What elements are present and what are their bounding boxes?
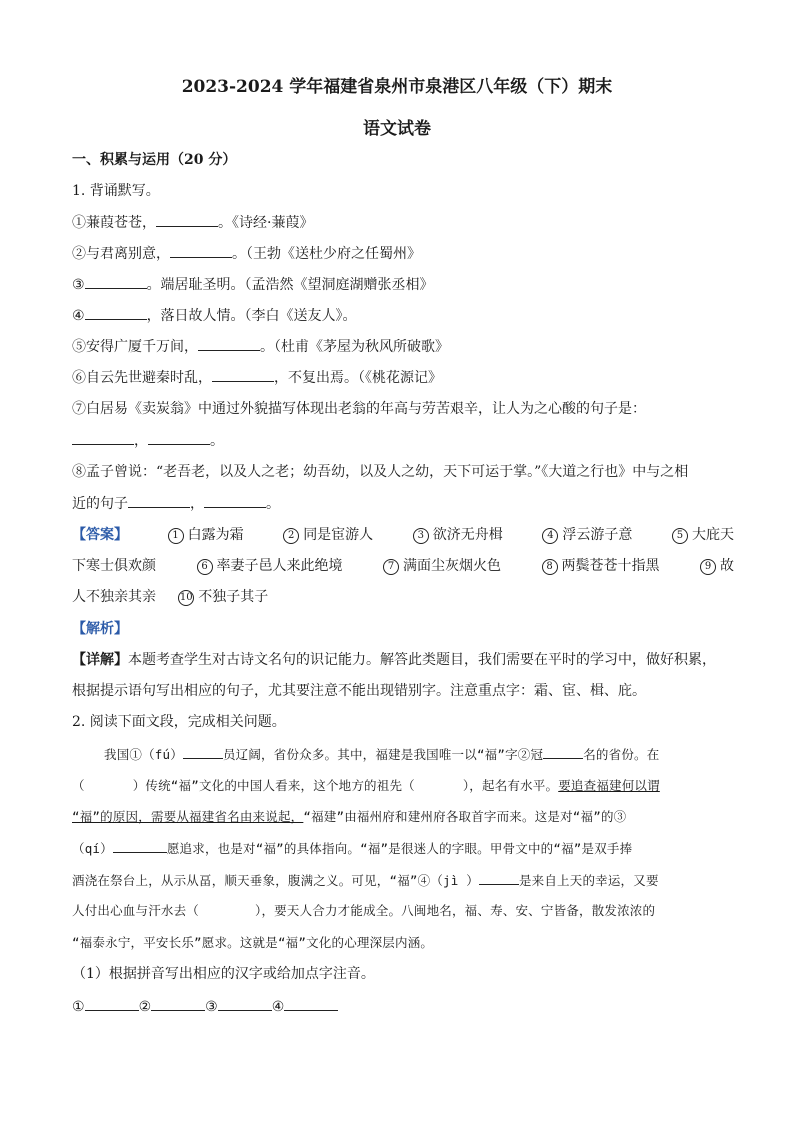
answer-7: 7 满面尘灰烟火色 bbox=[383, 556, 501, 576]
q1-item-7-blanks: ， 。 bbox=[72, 430, 734, 451]
question-2-sub-1: （1）根据拼音写出相应的汉字或给加点字注音。 bbox=[72, 966, 375, 982]
passage-line-4: （qí） 愿追求，也是对“福”的具体指向。“福”是很迷人的字眼。甲骨文中的“福”是双手捧 bbox=[72, 838, 734, 859]
answer-blank[interactable] bbox=[543, 744, 583, 759]
passage-line-7: “福泰永宁，平安长乐”愿求。这就是“福”文化的心理深层内涵。 bbox=[72, 935, 434, 950]
passage-line-5: 酒浇在祭台上，从示从畐，顺天垂象，腹满之义。可见，“福”④（jì ） 是来自上天的幸运，又要 bbox=[72, 870, 734, 891]
answer-10: 10 不独子其子 bbox=[179, 589, 269, 605]
answer-8: 8 两鬓苍苍十指黑 bbox=[542, 556, 660, 576]
answer-blank[interactable] bbox=[183, 744, 223, 759]
answer-line-2: 下寒士俱欢颜 6 率妻子邑人来此绝境 7 满面尘灰烟火色 8 两鬓苍苍十指黑 9 故 bbox=[72, 558, 734, 574]
answer-blank[interactable] bbox=[156, 212, 218, 227]
question-2-stem: 2. 阅读下面文段，完成相关问题。 bbox=[72, 714, 286, 730]
answer-blank[interactable] bbox=[85, 305, 147, 320]
answer-line-3: 人不独亲其亲 10 不独子其子 bbox=[72, 589, 269, 605]
q1-item-5: ⑤安得广厦千万间， 。（杜甫《茅屋为秋风所破歌》 bbox=[72, 336, 734, 357]
question-1-stem: 1. 背诵默写。 bbox=[72, 183, 160, 199]
q1-item-1: ①蒹葭苍苍， 。《诗经·蒹葭》 bbox=[72, 212, 734, 233]
analysis-label: 【解析】 bbox=[72, 621, 128, 637]
page-title: 2023-2024 学年福建省泉州市泉港区八年级（下）期末 bbox=[181, 77, 613, 97]
q1-item-4: ④ ，落日故人情。（李白《送友人》。 bbox=[72, 305, 734, 326]
page-subtitle: 语文试卷 bbox=[363, 119, 431, 139]
analysis-line-1: 【详解】本题考查学生对古诗文名句的识记能力。解答此类题目，我们需要在平时的学习中，做好积累， bbox=[72, 652, 716, 668]
answer-blank[interactable] bbox=[128, 493, 190, 508]
answer-5: 5 大庇天 bbox=[672, 525, 734, 545]
answer-blank[interactable] bbox=[85, 996, 139, 1011]
answer-blank[interactable] bbox=[212, 367, 274, 382]
passage-line-6: 人付出心血与汗水去（ ），要天人合力才能成全。八闽地名，福、寿、安、宁皆备，散发浓浓的 bbox=[72, 903, 656, 918]
analysis-line-2: 根据提示语句写出相应的句子，尤其要注意不能出现错别字。注意重点字：霜、宦、楫、庇。 bbox=[72, 683, 646, 699]
q1-item-6: ⑥自云先世避秦时乱， ，不复出焉。（《桃花源记》 bbox=[72, 367, 734, 388]
passage-line-3: “福”的原因，需要从福建省名由来说起，“福建”由福州府和建州府各取首字而来。这是对“福”的③ bbox=[72, 809, 627, 824]
question-2-sub-1-blanks: ① ② ③ ④ bbox=[72, 996, 734, 1017]
answer-blank[interactable] bbox=[479, 870, 519, 885]
q1-item-8: ⑧孟子曾说：“老吾老，以及人之老；幼吾幼，以及人之幼，天下可运于掌。”《大道之行也》中与之相 bbox=[72, 464, 689, 480]
answer-3: 3 欲济无舟楫 bbox=[413, 525, 503, 545]
answer-2: 2 同是宦游人 bbox=[283, 525, 373, 545]
answer-line-1 bbox=[72, 525, 734, 545]
passage-line-1: 我国①（fú） 员辽阔，省份众多。其中，福建是我国唯一以“福”字②冠 名的省份。在 bbox=[104, 744, 734, 765]
answer-blank[interactable] bbox=[170, 243, 232, 258]
answer-blank[interactable] bbox=[148, 430, 210, 445]
answer-blank[interactable] bbox=[218, 996, 272, 1011]
passage-line-2: （ ）传统“福”文化的中国人看来，这个地方的祖先（ ），起名有水平。要追查福建何以谓 bbox=[72, 778, 660, 793]
answer-blank[interactable] bbox=[113, 838, 167, 853]
answer-blank[interactable] bbox=[72, 430, 134, 445]
answer-blank[interactable] bbox=[151, 996, 205, 1011]
answer-blank[interactable] bbox=[198, 336, 260, 351]
answer-label: 【答案】 bbox=[72, 527, 128, 543]
section-heading: 一、积累与运用（20 分） bbox=[72, 152, 237, 168]
answer-blank[interactable] bbox=[85, 274, 147, 289]
q1-item-2: ②与君离别意， 。（王勃《送杜少府之任蜀州》 bbox=[72, 243, 734, 264]
q1-item-8-blanks: 近的句子 ， 。 bbox=[72, 493, 734, 514]
answer-blank[interactable] bbox=[284, 996, 338, 1011]
answer-1: 1 白露为霜 bbox=[168, 525, 244, 545]
answer-blank[interactable] bbox=[204, 493, 266, 508]
q1-item-7: ⑦白居易《卖炭翁》中通过外貌描写体现出老翁的年高与劳苦艰辛，让人为之心酸的句子是： bbox=[72, 401, 646, 417]
answer-4: 4 浮云游子意 bbox=[542, 525, 632, 545]
answer-9: 9 故 bbox=[700, 556, 734, 576]
q1-item-3: ③ 。端居耻圣明。（孟浩然《望洞庭湖赠张丞相》 bbox=[72, 274, 734, 295]
answer-6: 6 率妻子邑人来此绝境 bbox=[197, 556, 343, 576]
